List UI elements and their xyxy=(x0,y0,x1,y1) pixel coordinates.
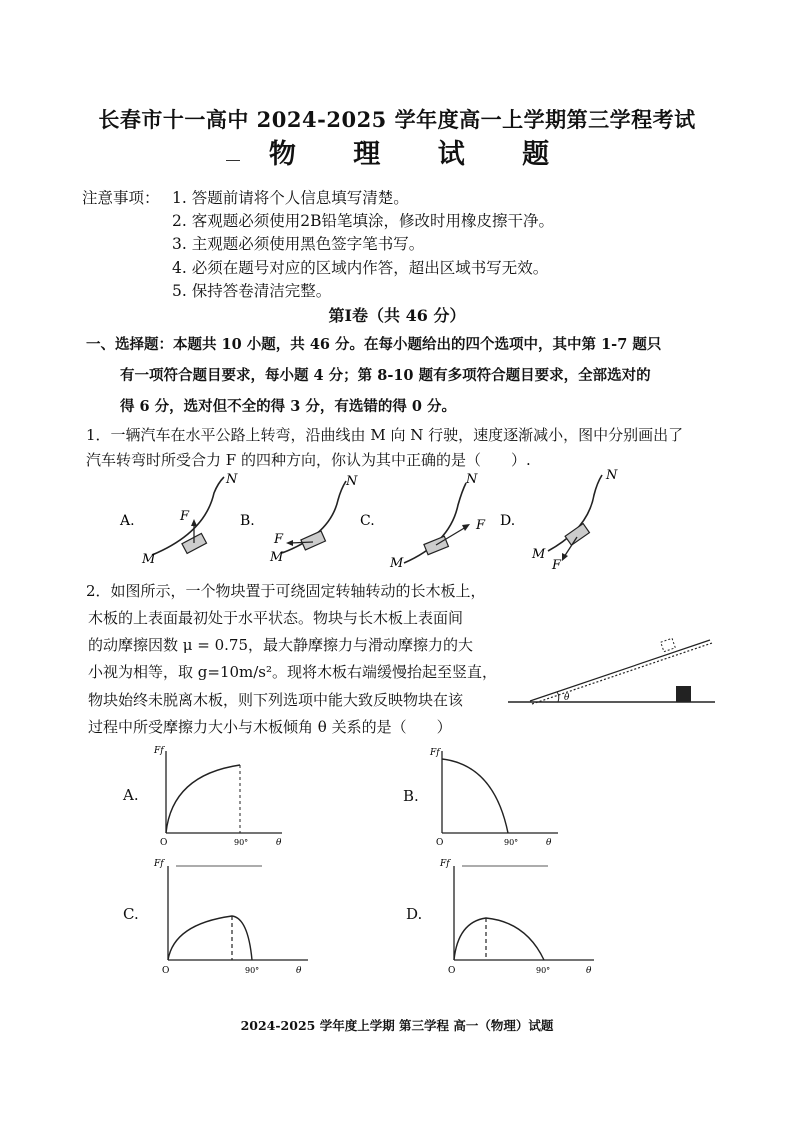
q2-option-d: D. xyxy=(406,905,423,923)
q2-line-5: 物块始终未脱离木板，则下列选项中能大致反映物块在该 xyxy=(88,691,464,709)
q2-option-b: B. xyxy=(403,787,419,805)
q1a-end-label: N xyxy=(226,472,238,487)
graph-d-origin: O xyxy=(448,966,456,976)
q2-line-6: 过程中所受摩擦力大小与木板倾角 θ 关系的是（ ） xyxy=(88,718,452,736)
graph-a-x-label: θ xyxy=(276,838,282,848)
q1-option-b: B. xyxy=(240,513,255,529)
q2-line-1: 2．如图所示，一个物块置于可绕固定转轴转动的长木板上， xyxy=(86,582,486,600)
notes-label: 注意事项： xyxy=(82,189,160,207)
q2-option-c: C. xyxy=(123,905,139,923)
q2-line-2: 木板的上表面最初处于水平状态。物块与长木板上表面间 xyxy=(88,609,464,627)
section-title: 第Ⅰ卷（共 46 分） xyxy=(328,306,466,325)
q2-line-3: 的动摩擦因数 μ = 0.75，最大静摩擦力与滑动摩擦力的大 xyxy=(88,636,474,654)
q1-diagrams xyxy=(0,465,794,577)
q1-option-a: A. xyxy=(120,513,135,529)
q1d-end-label: N xyxy=(606,468,618,483)
note-item-4: 4. 必须在题号对应的区域内作答，超出区域书写无效。 xyxy=(172,259,549,277)
note-item-3: 3. 主观题必须使用黑色签字笔书写。 xyxy=(172,235,425,253)
graph-b-x-label: θ xyxy=(546,838,552,848)
graph-a-origin: O xyxy=(160,838,168,848)
q1-figure-a xyxy=(141,472,238,567)
graph-c-x-label: θ xyxy=(296,966,302,976)
incline-figure xyxy=(500,628,720,710)
graph-d-x-label: θ xyxy=(586,966,592,976)
instruction-line-3: 得 6 分，选对但不全的得 3 分，有选错的得 0 分。 xyxy=(120,398,457,415)
q1-figure-b xyxy=(269,474,358,565)
graph-a-y-label: Ff xyxy=(154,746,164,756)
q1a-force-label: F xyxy=(180,509,190,524)
subject-title: 物 理 试 题 xyxy=(268,139,574,170)
graph-d xyxy=(436,852,606,976)
note-item-5: 5. 保持答卷清洁完整。 xyxy=(172,282,332,300)
graph-b xyxy=(426,745,566,851)
q1-figure-d xyxy=(531,468,618,573)
q1d-start-label: M xyxy=(532,547,546,562)
q1-line-1: 1．一辆汽车在水平公路上转弯，沿曲线由 M 向 N 行驶，速度逐渐减小，图中分别画出了 xyxy=(86,426,684,444)
q2-line-4: 小视为相等，取 g=10m/s²。现将木板右端缓慢抬起至竖直， xyxy=(88,663,498,681)
graph-c-origin: O xyxy=(162,966,170,976)
note-item-1: 1. 答题前请将个人信息填写清楚。 xyxy=(172,189,409,207)
q1d-force-label: F xyxy=(552,558,562,573)
q1-option-d: D. xyxy=(500,513,516,529)
graph-c-x-tick: 90° xyxy=(245,966,260,975)
q1-line-2: 汽车转弯时所受合力 F 的四种方向，你认为其中正确的是（ ）. xyxy=(86,451,531,469)
page-footer: 2024-2025 学年度上学期 第三学程 高一（物理）试题 xyxy=(240,1018,554,1033)
q1-figure-c xyxy=(389,472,486,571)
graph-c-y-label: Ff xyxy=(154,859,164,869)
scan-mark xyxy=(226,160,240,161)
q1c-force-label: F xyxy=(476,518,486,533)
q1-option-c: C. xyxy=(360,513,375,529)
graph-b-x-tick: 90° xyxy=(504,838,519,847)
q1c-start-label: M xyxy=(390,556,404,571)
graph-a xyxy=(150,745,290,851)
graph-b-origin: O xyxy=(436,838,444,848)
q1c-end-label: N xyxy=(466,472,478,487)
q2-option-a: A. xyxy=(123,786,139,804)
graph-a-x-tick: 90° xyxy=(234,838,249,847)
exam-title: 长春市十一高中 2024-2025 学年度高一上学期第三学程考试 xyxy=(98,107,696,132)
instruction-line-1: 一、选择题：本题共 10 小题，共 46 分。在每小题给出的四个选项中，其中第 1-7 题只 xyxy=(86,336,662,353)
q1b-start-label: M xyxy=(270,550,284,565)
note-item-2: 2. 客观题必须使用2B铅笔填涂，修改时用橡皮擦干净。 xyxy=(172,212,554,230)
incline-angle-label: θ xyxy=(564,693,570,703)
graph-b-y-label: Ff xyxy=(430,748,440,758)
graph-d-x-tick: 90° xyxy=(536,966,551,975)
graph-c xyxy=(150,852,320,976)
q1b-end-label: N xyxy=(346,474,358,489)
graph-d-y-label: Ff xyxy=(440,859,450,869)
q1a-start-label: M xyxy=(142,552,156,567)
instruction-line-2: 有一项符合题目要求，每小题 4 分；第 8-10 题有多项符合题目要求，全部选对的 xyxy=(120,367,651,384)
q1b-force-label: F xyxy=(274,532,284,547)
